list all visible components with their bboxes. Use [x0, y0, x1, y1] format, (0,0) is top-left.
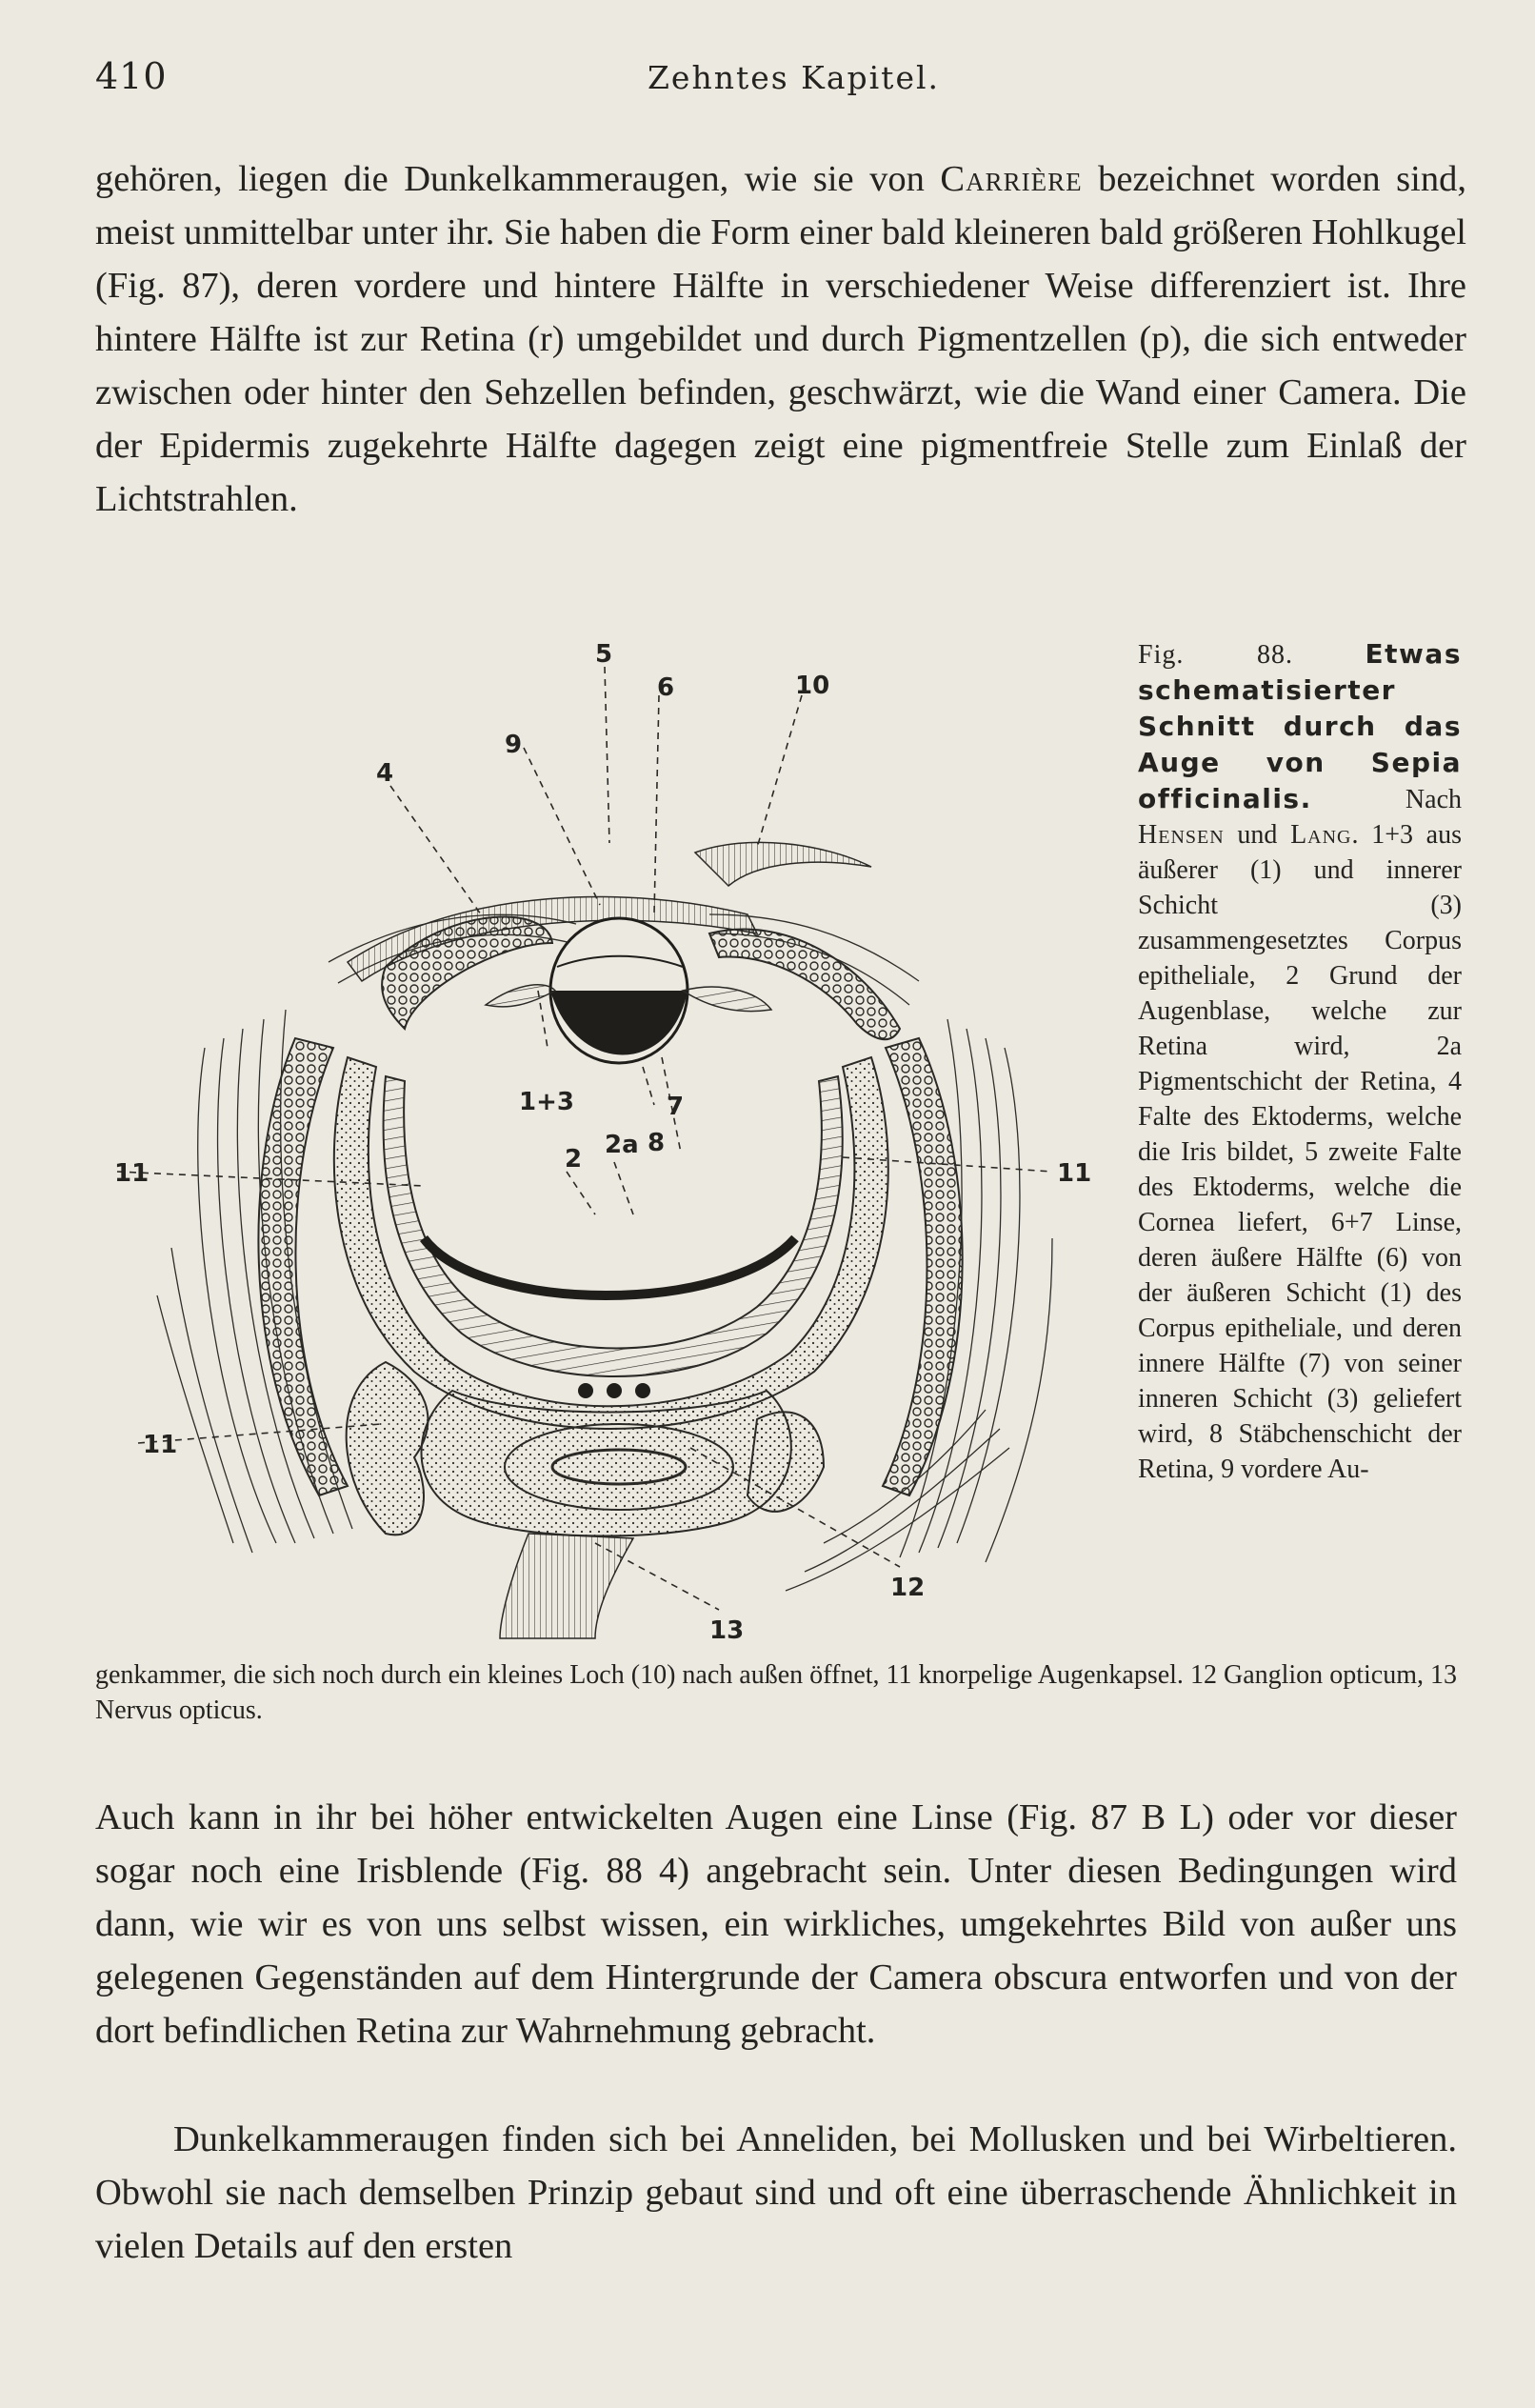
- callout-2: 2: [565, 1145, 583, 1174]
- callout-6: 6: [657, 673, 675, 702]
- paragraph-1: [95, 152, 1466, 526]
- paragraph-1-text-b: bezeichnet worden sind, meist unmittelbar unter ihr. Sie haben die Form einer bald kleineren bald größeren Hohlkugel (Fig. 87), deren vordere und hintere Hälfte in verschiedener Weise differenziert ist. Ihre hintere Hälfte ist zur Retina (r) umgebildet und durch Pigmentzellen (p), die sich entweder zwischen oder hinter den Sehzellen befinden, geschwärzt, wie die Wand einer Camera. Die der Epidermis zugekehrte Hälfte dagegen zeigt eine pigmentfreie Stelle zum Einlaß der Lichtstrahlen.: [95, 159, 1466, 519]
- lens-inner-half: [550, 991, 688, 1055]
- callout-12: 12: [890, 1574, 926, 1602]
- optic-nerve: [500, 1534, 633, 1638]
- caption-author-hensen: Hensen: [1138, 820, 1225, 850]
- caption-side-body: . 1+3 aus äußerer (1) und innerer Schicht (3) zusammengesetztes Corpus epitheliale, 2 Grund der Augenblase, welche zur Retina wird, 2a Pigmentschicht der Retina, 4 Falte des Ektoderms, welche die Iris bildet, 5 zweite Falte des Ektoderms, welche die Cornea liefert, 6+7 Linse, deren äußere Hälfte (6) von der äußeren Schicht (1) des Corpus epitheliale, und deren innere Hälfte (7) von seiner inneren Schicht (3) geliefert wird, 8 Stäbchenschicht der Retina, 9 vordere Au-: [1138, 820, 1462, 1484]
- cornea-flap: [695, 842, 871, 886]
- running-header: [95, 55, 1457, 103]
- page-number: 410: [95, 55, 168, 97]
- iris-fold-right: [709, 930, 900, 1040]
- caption-and: und: [1224, 820, 1291, 850]
- author-name-carriere: Carrière: [940, 159, 1083, 199]
- caption-author-lang: Lang: [1290, 820, 1352, 850]
- optic-ganglion: [422, 1391, 791, 1536]
- callout-11-lower: 11: [143, 1431, 178, 1459]
- cartilage-capsule-right: [883, 1038, 963, 1495]
- callout-1-3: 1+3: [519, 1088, 574, 1116]
- chapter-title: Zehntes Kapitel.: [648, 59, 941, 96]
- callout-7: 7: [667, 1093, 685, 1121]
- retina-band: [384, 1076, 843, 1376]
- white-body-right: [748, 1412, 824, 1512]
- corpus-epitheliale-right: [683, 987, 771, 1011]
- callout-10: 10: [795, 672, 830, 700]
- figure-title: Etwas schematisierter Schnitt durch das Auge von Sepia officinalis.: [1138, 638, 1462, 814]
- caption-intro: Nach: [1405, 785, 1462, 814]
- corpus-epitheliale-left: [486, 985, 555, 1007]
- figure-label: Fig. 88.: [1138, 640, 1293, 670]
- paragraph-3: Dunkelkammeraugen finden sich bei Anneliden, bei Mollusken und bei Wirbeltieren. Obwohl sie nach demselben Prinzip gebaut sind und oft eine überraschende Ähnlichkeit in vielen Details auf den ersten: [95, 2119, 1457, 2266]
- eye-section-figure: [100, 629, 1138, 1657]
- callout-2a: 2a: [605, 1131, 639, 1159]
- callout-5: 5: [595, 640, 613, 669]
- callout-11-left: 11: [114, 1159, 150, 1188]
- sepia-eye-drawing: [100, 629, 1138, 1657]
- white-body-left: [347, 1362, 429, 1535]
- callout-13: 13: [709, 1616, 745, 1645]
- pigment-layer: [424, 1238, 795, 1295]
- paragraph-2: Auch kann in ihr bei höher entwickelten Augen eine Linse (Fig. 87 B L) oder vor dieser sogar noch eine Irisblende (Fig. 88 4) angebracht sein. Unter diesen Bedingungen wird dann, wie wir es von uns selbst wissen, ein wirkliches, umgekehrtes Bild von außer uns gelegenen Gegenständen auf dem Hintergrunde der Camera obscura entworfen und von der dort befindlichen Retina zur Wahrnehmung gebracht.: [95, 1797, 1457, 2051]
- callout-11-right: 11: [1057, 1159, 1092, 1188]
- callout-4: 4: [376, 759, 394, 788]
- callout-8: 8: [648, 1129, 666, 1157]
- figure-caption-side: [1138, 636, 1462, 1487]
- paragraph-1-text-a: gehören, liegen die Dunkelkammeraugen, wie sie von: [95, 159, 941, 199]
- callout-9: 9: [505, 731, 523, 759]
- cartilage-capsule-left: [258, 1038, 348, 1495]
- figure-caption-bottom: genkammer, die sich noch durch ein kleines Loch (10) nach außen öffnet, 11 knorpelige Augenkapsel. 12 Ganglion opticum, 13 Nervus opticus.: [95, 1660, 1457, 1725]
